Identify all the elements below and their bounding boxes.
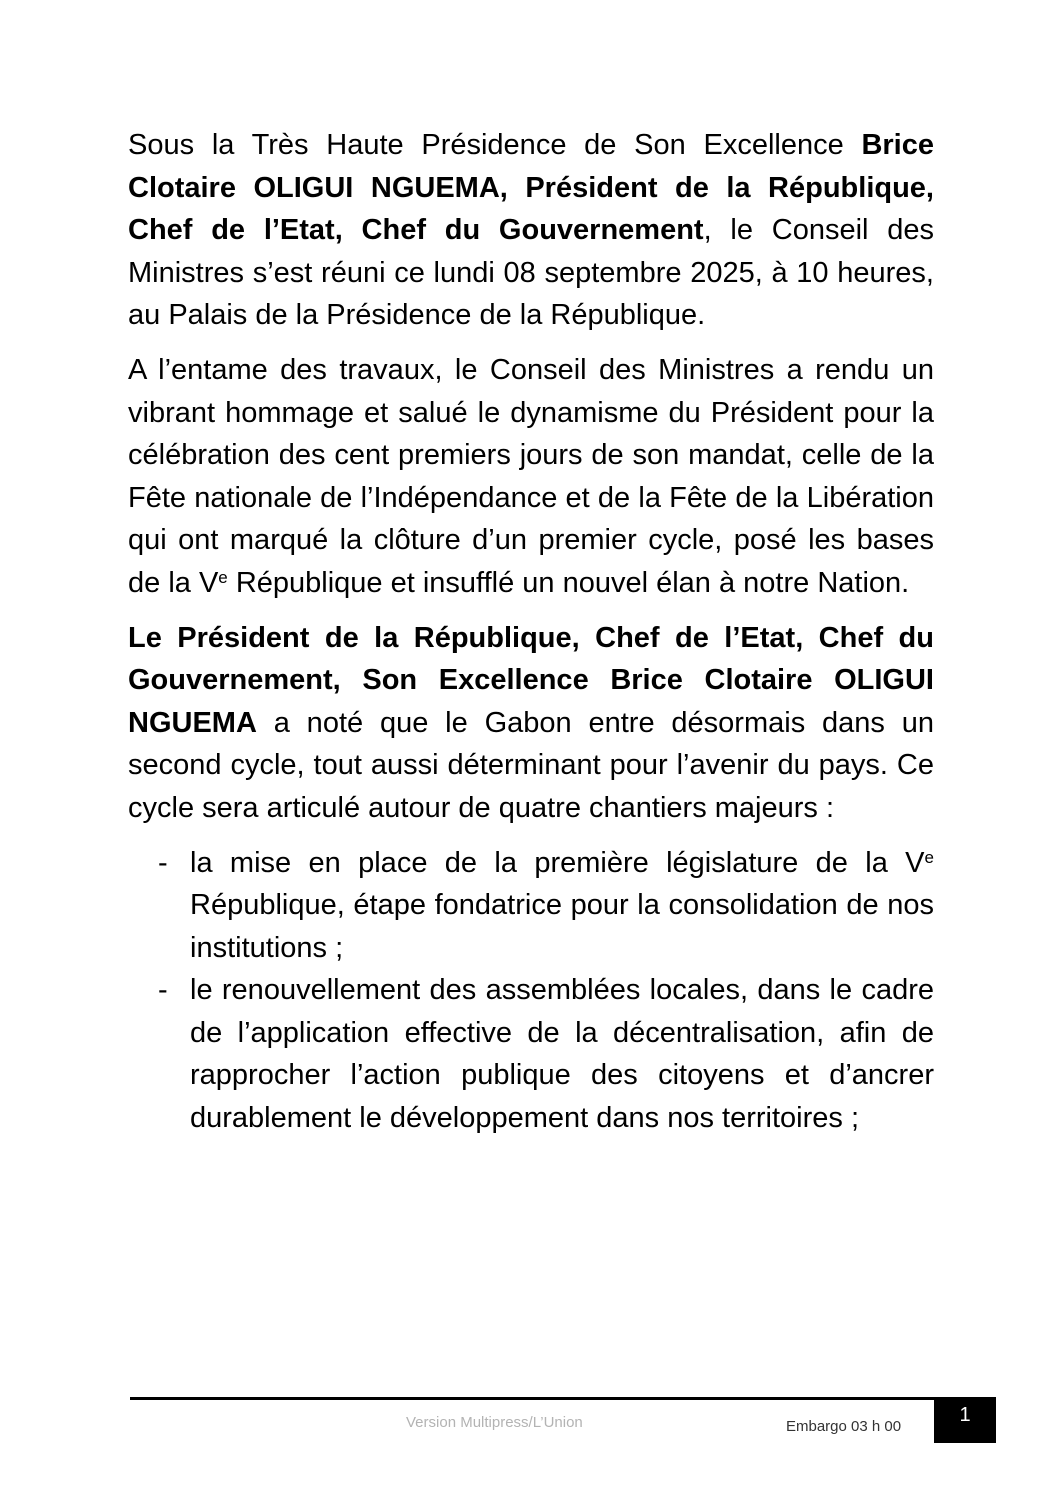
document-body [128,124,934,1140]
paragraph-text: A l’entame des travaux, le Conseil des Ministres a rendu un vibrant hommage et salué le dynamisme du Président pour la célébration des cent premiers jours de son mandat, celle de la Fête nationale de l’Indépendance et de la Fête de la Libération qui ont marqué la clôture d’un premier cycle, posé les bases de la V [128,353,934,599]
list-item [128,842,934,970]
list-item-text: République, étape fondatrice pour la consolidation de nos institutions ; [190,889,934,964]
bold-text: Le Président de la République, Chef de l’Etat, Chef du Gouvernement, Son Excellence Brice Clotaire OLIGUI NGUEMA [128,621,934,739]
superscript: e [218,567,228,587]
list-item-text: le renouvellement des assemblées locales, dans le cadre de l’application effective de la décentralisation, afin de rapprocher l’action publique des citoyens et d’ancrer durablement le développement dans nos territoires ; [190,974,934,1135]
paragraph-tribute [128,349,934,605]
superscript: e [924,847,934,867]
paragraph-text: a noté que le Gabon entre désormais dans un second cycle, tout aussi déterminant pour l’avenir du pays. Ce cycle sera articulé autour de quatre chantiers majeurs : [128,706,934,824]
paragraph-opening [128,124,934,337]
footer-version: Version Multipress/L’Union [406,1414,583,1431]
paragraph-text: Sous la Très Haute Présidence de Son Excellence [128,129,862,161]
paragraph-text: , le Conseil des Ministres s’est réuni ce lundi 08 septembre 2025, à 10 heures, au Palais de la Présidence de la République. [128,214,934,332]
list-item [128,969,934,1139]
bullet-list [128,842,934,1140]
list-item-text: la mise en place de la première législature de la V [190,846,925,879]
footer-embargo: Embargo 03 h 00 [786,1418,902,1435]
dash-marker: - [158,846,168,879]
footer-divider [130,1397,934,1400]
paragraph-text: République et insufflé un nouvel élan à notre Nation. [227,566,910,599]
dash-marker: - [158,974,168,1007]
paragraph-president [128,617,934,830]
bold-text: Brice Clotaire OLIGUI NGUEMA, Président de la République, Chef de l’Etat, Chef du Gouvernement [128,129,934,247]
page-number: 1 [934,1397,996,1443]
